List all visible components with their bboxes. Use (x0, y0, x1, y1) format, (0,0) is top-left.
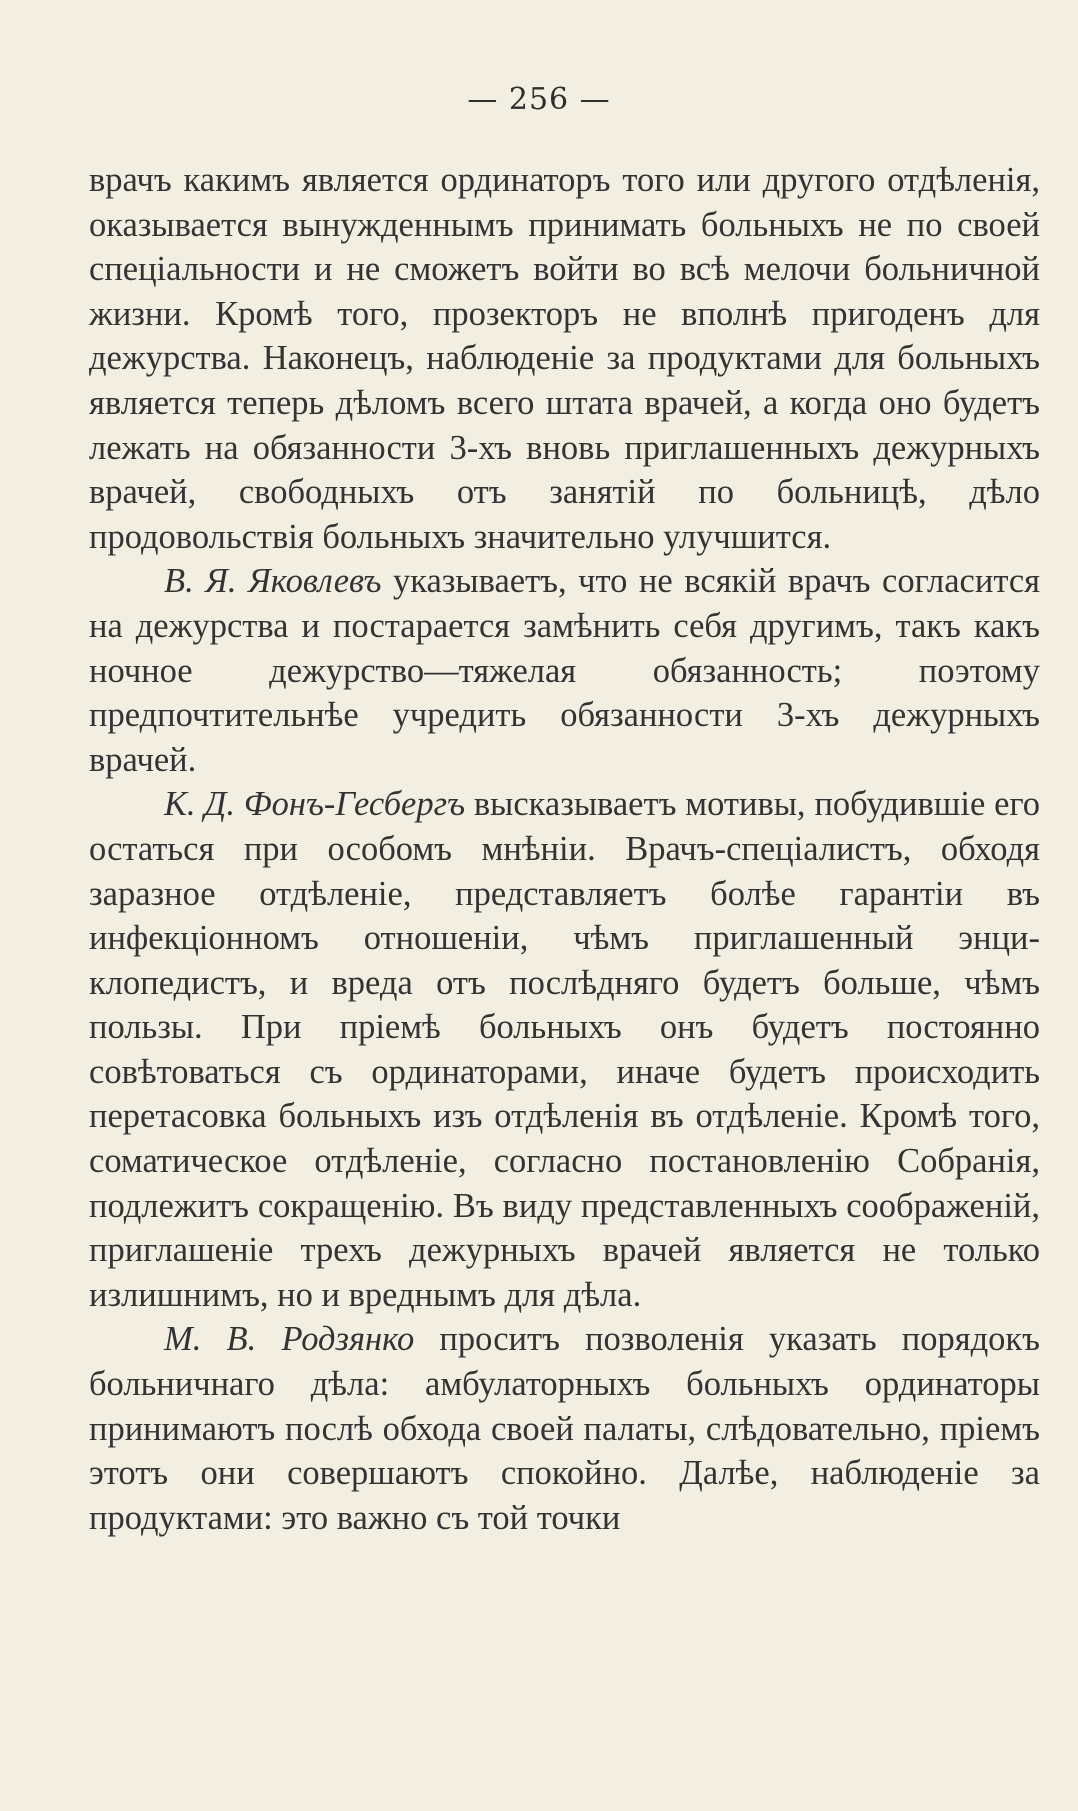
paragraph-3-text: высказываетъ мотивы, побудившіе его остаться при особомъ мнѣніи. Врачъ-спеціалистъ, обходя заразное отдѣленіе, представляетъ болѣе гарантіи въ инфекціонномъ отношеніи, чѣмъ приглашенный энциклопедистъ, и вреда отъ послѣдняго будетъ больше, чѣмъ пользы. При пріемѣ больныхъ онъ будетъ постоянно совѣтоваться съ ординаторами, иначе будетъ происходить перетасовка больныхъ изъ отдѣленія въ отдѣленіе. Кромѣ того, соматическое отдѣленіе, согласно постановленію Собранія, подлежитъ сокращенію. Въ виду представленныхъ соображеній, приглашеніе трехъ дежурныхъ врачей является не только излишнимъ, но и вреднымъ для дѣла. (89, 785, 1040, 1314)
speaker-name: М. В. Родзянко (164, 1320, 415, 1359)
paragraph-1-text: врачъ какимъ является ординаторъ того или другого отдѣленія, оказывается вынужденнымъ принимать больныхъ не по своей спеціальности и не сможетъ войти во всѣ мелочи больничной жизни. Кромѣ того, прозекторъ не вполнѣ пригоденъ для дежурства. Наконецъ, наблюденіе за продуктами для больныхъ является теперь дѣломъ всего штата врачей, а когда оно будетъ лежать на обязанности 3-хъ вновь приглашенныхъ дежурныхъ врачей, свободныхъ отъ занятій по больницѣ, дѣло продовольствія больныхъ значительно улучшится. (89, 161, 1040, 556)
speaker-name: В. Я. Яковлевъ (164, 562, 382, 601)
page-number: — 256 — (467, 82, 611, 117)
paragraph-4-text: проситъ позволенія указать порядокъ больничнаго дѣла: амбулаторныхъ больныхъ ординаторы принимаютъ послѣ обхода своей палаты, слѣдовательно, пріемъ этотъ они совершаютъ спокойно. Далѣе, наблюденіе за продуктами: это важно съ той точки (89, 1320, 1040, 1537)
paragraph-2-text: указываетъ, что не всякій врачъ согласится на дежурства и постарается замѣнить себя другимъ, такъ какъ ночное дежурство—тяжелая обязанность; поэтому предпочтительнѣе учредить обязанности 3-хъ дежурныхъ врачей. (89, 562, 1040, 779)
paragraph-2 (89, 559, 1040, 782)
body-text (89, 158, 1040, 1540)
paragraph-1 (89, 158, 1040, 559)
paragraph-3 (89, 782, 1040, 1317)
paragraph-4 (89, 1317, 1040, 1540)
speaker-name: К. Д. Фонъ-Гесбергъ (164, 785, 465, 824)
